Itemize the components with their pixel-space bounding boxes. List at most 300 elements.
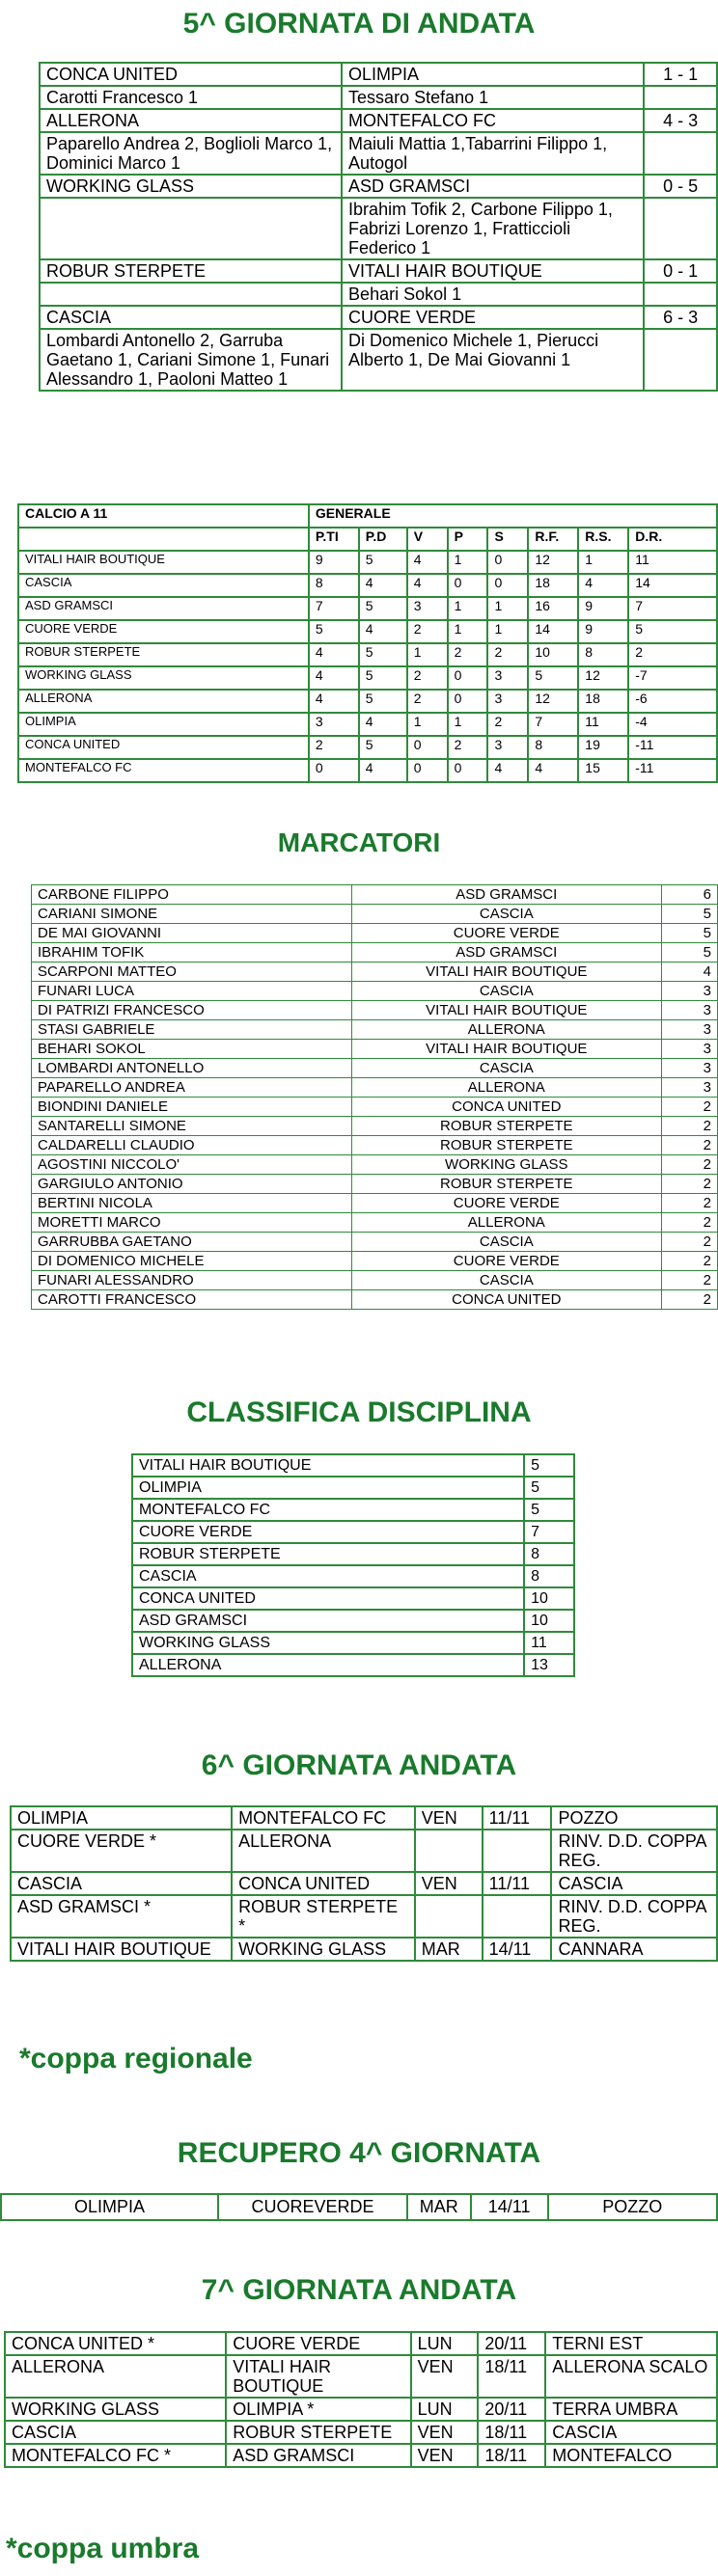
stat-value: 4 [578, 574, 628, 597]
stat-value: 0 [448, 666, 488, 690]
home-scorers [40, 283, 342, 306]
stat-value: 7 [309, 597, 359, 620]
scorer-goals: 5 [662, 943, 718, 963]
match-row [40, 306, 717, 329]
scorer-name: DI DOMENICO MICHELE [32, 1252, 352, 1271]
stat-value: 5 [359, 666, 407, 690]
stat-value: 0 [407, 736, 448, 759]
scorer-goals: 3 [662, 1020, 718, 1040]
scorer-name: MORETTI MARCO [32, 1213, 352, 1233]
fixture-venue: TERNI EST [545, 2332, 717, 2355]
home-team: CUORE VERDE * [11, 1830, 232, 1872]
standings-row [18, 759, 717, 782]
sec6-fixtures-table [10, 1805, 718, 1962]
scorer-row [32, 1020, 718, 1040]
scorer-row [32, 1213, 718, 1233]
stat-value: 1 [407, 713, 448, 736]
scorer-goals: 2 [662, 1233, 718, 1252]
scorer-team: ASD GRAMSCI [351, 943, 662, 963]
recovery-title: RECUPERO 4^ GIORNATA [177, 2137, 541, 2169]
standings-column-header: V [407, 528, 448, 551]
fixture-day: VEN [411, 2444, 479, 2467]
scorer-name: CAROTTI FRANCESCO [32, 1290, 352, 1310]
stat-value: 3 [487, 690, 528, 713]
scorer-goals: 2 [662, 1175, 718, 1194]
discipline-row [132, 1543, 574, 1565]
scorer-name: CARIANI SIMONE [32, 905, 352, 924]
fixture-row [11, 1830, 717, 1872]
discipline-points: 5 [524, 1477, 574, 1499]
team-name: CONCA UNITED [18, 736, 309, 759]
sec7-fixtures-table [4, 2331, 718, 2468]
fixture-day: LUN [411, 2332, 479, 2355]
discipline-points: 5 [524, 1454, 574, 1477]
stat-value: 0 [448, 690, 488, 713]
home-team: WORKING GLASS [40, 175, 342, 198]
team-name: ROBUR STERPETE [18, 643, 309, 666]
discipline-points: 13 [524, 1654, 574, 1676]
stat-value: 9 [578, 620, 628, 643]
standings-column-header: S [487, 528, 528, 551]
standings-row [18, 713, 717, 736]
stat-value: 9 [309, 551, 359, 574]
stat-value: 1 [448, 713, 488, 736]
scorers-row [40, 86, 717, 109]
stat-value: -7 [628, 666, 717, 690]
discipline-table [131, 1453, 575, 1677]
stat-value: -6 [628, 690, 717, 713]
stat-value: 2 [448, 643, 488, 666]
stat-value: 1 [448, 620, 488, 643]
sec5-results-table [39, 62, 718, 392]
scorer-team: CASCIA [351, 1233, 662, 1252]
fixture-day: LUN [411, 2398, 479, 2421]
scorers-table [31, 884, 718, 1310]
stat-value: 7 [528, 713, 578, 736]
fixture-date: 20/11 [478, 2398, 545, 2421]
match-score: 1 - 1 [644, 63, 717, 86]
match-row [40, 63, 717, 86]
stat-value: 5 [628, 620, 717, 643]
scorer-row [32, 943, 718, 963]
fixture-venue: RINV. D.D. COPPA REG. [551, 1895, 717, 1938]
team-name: CASCIA [18, 574, 309, 597]
standings-column-header: D.R. [628, 528, 717, 551]
fixture-row [11, 1872, 717, 1895]
scorer-goals: 2 [662, 1194, 718, 1213]
standings-columns-row [18, 528, 717, 551]
standings-row [18, 643, 717, 666]
scorer-goals: 2 [662, 1290, 718, 1310]
discipline-row [132, 1587, 574, 1610]
fixture-venue: POZZO [548, 2194, 717, 2220]
scorer-goals: 2 [662, 1098, 718, 1117]
stat-value: 12 [528, 690, 578, 713]
fixture-date: 14/11 [471, 2194, 548, 2220]
scorer-row [32, 1059, 718, 1078]
fixture-day: VEN [411, 2421, 479, 2444]
discipline-team: CONCA UNITED [132, 1587, 524, 1610]
home-team: ROBUR STERPETE [40, 259, 342, 283]
stat-value: 8 [528, 736, 578, 759]
team-name: WORKING GLASS [18, 666, 309, 690]
stat-value: 4 [359, 620, 407, 643]
discipline-row [132, 1610, 574, 1632]
home-team: CASCIA [40, 306, 342, 329]
away-scorers: Maiuli Mattia 1,Tabarrini Filippo 1, Autogol [342, 132, 644, 175]
home-team: ALLERONA [40, 109, 342, 132]
home-scorers: Lombardi Antonello 2, Garruba Gaetano 1, Cariani Simone 1, Funari Alessandro 1, Paoloni Matteo 1 [40, 329, 342, 391]
fixture-day: VEN [415, 1806, 483, 1830]
away-team: OLIMPIA [342, 63, 644, 86]
scorer-team: CUORE VERDE [351, 924, 662, 943]
scorer-team: ALLERONA [351, 1020, 662, 1040]
standings-header-row [18, 504, 717, 528]
standings-row [18, 551, 717, 574]
scorer-goals: 3 [662, 982, 718, 1001]
standings-group: GENERALE [309, 504, 717, 528]
fixture-day: MAR [415, 1938, 483, 1961]
stat-value: 14 [628, 574, 717, 597]
fixture-venue: CASCIA [545, 2421, 717, 2444]
away-team: ROBUR STERPETE * [232, 1895, 415, 1938]
discipline-row [132, 1654, 574, 1676]
scorer-team: VITALI HAIR BOUTIQUE [351, 963, 662, 982]
standings-row [18, 690, 717, 713]
scorer-goals: 6 [662, 885, 718, 905]
stat-value: 16 [528, 597, 578, 620]
fixture-venue: CANNARA [551, 1938, 717, 1961]
scorer-team: CASCIA [351, 1271, 662, 1290]
scorer-name: SANTARELLI SIMONE [32, 1117, 352, 1136]
fixture-venue: ALLERONA SCALO [545, 2355, 717, 2398]
stat-value: 4 [309, 643, 359, 666]
stat-value: 4 [487, 759, 528, 782]
recovery-table [0, 2193, 718, 2221]
scorers-title: MARCATORI [277, 827, 441, 857]
scorer-name: FUNARI ALESSANDRO [32, 1271, 352, 1290]
scorer-row [32, 1136, 718, 1155]
fixture-venue: POZZO [551, 1806, 717, 1830]
scorers-row [40, 132, 717, 175]
home-team: WORKING GLASS [5, 2398, 226, 2421]
stat-value: 11 [578, 713, 628, 736]
stat-value: 3 [487, 736, 528, 759]
stat-value: 7 [628, 597, 717, 620]
scorers-row [40, 283, 717, 306]
scorer-team: VITALI HAIR BOUTIQUE [351, 1040, 662, 1059]
scorer-team: ALLERONA [351, 1213, 662, 1233]
scorer-goals: 3 [662, 1001, 718, 1020]
scorer-team: ROBUR STERPETE [351, 1136, 662, 1155]
scorer-name: DE MAI GIOVANNI [32, 924, 352, 943]
discipline-team: WORKING GLASS [132, 1632, 524, 1654]
fixture-date: 18/11 [478, 2444, 545, 2467]
standings-row [18, 597, 717, 620]
fixture-row [5, 2355, 717, 2398]
scorer-name: BIONDINI DANIELE [32, 1098, 352, 1117]
scorer-row [32, 963, 718, 982]
fixture-row [5, 2398, 717, 2421]
fixture-row [5, 2332, 717, 2355]
stat-value: 3 [487, 666, 528, 690]
scorer-goals: 2 [662, 1136, 718, 1155]
stat-value: 8 [309, 574, 359, 597]
away-team: ALLERONA [232, 1830, 415, 1872]
stat-value: 19 [578, 736, 628, 759]
fixture-date [483, 1830, 552, 1872]
stat-value: 1 [578, 551, 628, 574]
stat-value: 3 [309, 713, 359, 736]
stat-value: 2 [448, 736, 488, 759]
scorer-goals: 3 [662, 1078, 718, 1098]
scorer-name: CALDARELLI CLAUDIO [32, 1136, 352, 1155]
scorer-row [32, 982, 718, 1001]
scorer-team: CASCIA [351, 982, 662, 1001]
discipline-points: 7 [524, 1521, 574, 1543]
discipline-points: 8 [524, 1543, 574, 1565]
stat-value: 2 [407, 666, 448, 690]
stat-value: 0 [309, 759, 359, 782]
stat-value: 4 [528, 759, 578, 782]
scorer-name: STASI GABRIELE [32, 1020, 352, 1040]
stat-value: 0 [448, 574, 488, 597]
scorer-row [32, 885, 718, 905]
stat-value: 5 [359, 597, 407, 620]
stat-value: 0 [448, 759, 488, 782]
standings-column-header: R.F. [528, 528, 578, 551]
fixture-day: VEN [411, 2355, 479, 2398]
scorer-team: CUORE VERDE [351, 1194, 662, 1213]
home-scorers [40, 198, 342, 259]
away-team: VITALI HAIR BOUTIQUE [226, 2355, 410, 2398]
home-team: MONTEFALCO FC * [5, 2444, 226, 2467]
scorer-goals: 2 [662, 1271, 718, 1290]
stat-value: 1 [448, 597, 488, 620]
scorer-row [32, 1155, 718, 1175]
away-scorers: Ibrahim Tofik 2, Carbone Filippo 1, Fabrizi Lorenzo 1, Fratticcioli Federico 1 [342, 198, 644, 259]
scorer-row [32, 1001, 718, 1020]
scorer-row [32, 1194, 718, 1213]
stat-value: 2 [407, 690, 448, 713]
home-team: VITALI HAIR BOUTIQUE [11, 1938, 232, 1961]
match-score: 0 - 5 [644, 175, 717, 198]
stat-value: 4 [309, 666, 359, 690]
stat-value: 1 [487, 597, 528, 620]
stat-value: 10 [528, 643, 578, 666]
away-team: MONTEFALCO FC [342, 109, 644, 132]
scorer-name: BERTINI NICOLA [32, 1194, 352, 1213]
scorer-name: AGOSTINI NICCOLO' [32, 1155, 352, 1175]
stat-value: 14 [528, 620, 578, 643]
away-team: ASD GRAMSCI [342, 175, 644, 198]
scorer-row [32, 1233, 718, 1252]
stat-value: -11 [628, 759, 717, 782]
scorer-name: CARBONE FILIPPO [32, 885, 352, 905]
fixture-venue: CASCIA [551, 1872, 717, 1895]
scorer-name: FUNARI LUCA [32, 982, 352, 1001]
stat-value: 5 [359, 551, 407, 574]
fixture-venue: TERRA UMBRA [545, 2398, 717, 2421]
stat-value: 18 [578, 690, 628, 713]
standings-row [18, 574, 717, 597]
team-name: ASD GRAMSCI [18, 597, 309, 620]
stat-value: 2 [487, 643, 528, 666]
discipline-team: VITALI HAIR BOUTIQUE [132, 1454, 524, 1477]
scorer-team: CUORE VERDE [351, 1252, 662, 1271]
away-team: OLIMPIA * [226, 2398, 410, 2421]
stat-value: 11 [628, 551, 717, 574]
standings-row [18, 736, 717, 759]
home-scorers: Paparello Andrea 2, Boglioli Marco 1, Dominici Marco 1 [40, 132, 342, 175]
fixture-venue: RINV. D.D. COPPA REG. [551, 1830, 717, 1872]
scorer-team: CONCA UNITED [351, 1098, 662, 1117]
match-row [40, 175, 717, 198]
sec5-title: 5^ GIORNATA DI ANDATA [182, 8, 536, 40]
stat-value: 1 [407, 643, 448, 666]
scorer-team: WORKING GLASS [351, 1155, 662, 1175]
scorer-row [32, 924, 718, 943]
stat-value: 0 [487, 551, 528, 574]
match-score: 6 - 3 [644, 306, 717, 329]
scorers-row [40, 329, 717, 391]
scorer-row [32, 1290, 718, 1310]
discipline-row [132, 1477, 574, 1499]
stat-value: 2 [309, 736, 359, 759]
scorer-name: LOMBARDI ANTONELLO [32, 1059, 352, 1078]
match-score: 4 - 3 [644, 109, 717, 132]
away-scorers: Di Domenico Michele 1, Pierucci Alberto 1, De Mai Giovanni 1 [342, 329, 644, 391]
scorer-row [32, 1078, 718, 1098]
scorer-team: ROBUR STERPETE [351, 1175, 662, 1194]
fixture-row [11, 1895, 717, 1938]
fixture-row [5, 2444, 717, 2467]
fixture-date [483, 1895, 552, 1938]
away-team: MONTEFALCO FC [232, 1806, 415, 1830]
standings-label: CALCIO A 11 [18, 504, 309, 528]
scorer-goals: 3 [662, 1059, 718, 1078]
scorer-row [32, 1252, 718, 1271]
discipline-title: CLASSIFICA DISCIPLINA [186, 1396, 532, 1428]
match-score: 0 - 1 [644, 259, 717, 283]
match-row [40, 109, 717, 132]
stat-value: 1 [487, 620, 528, 643]
discipline-points: 11 [524, 1632, 574, 1654]
away-scorers: Tessaro Stefano 1 [342, 86, 644, 109]
discipline-points: 10 [524, 1587, 574, 1610]
away-team: ROBUR STERPETE [226, 2421, 410, 2444]
discipline-row [132, 1499, 574, 1521]
away-team: CUORE VERDE [342, 306, 644, 329]
scorer-name: SCARPONI MATTEO [32, 963, 352, 982]
team-name: ALLERONA [18, 690, 309, 713]
home-scorers: Carotti Francesco 1 [40, 86, 342, 109]
scorer-row [32, 1098, 718, 1117]
stat-value: 2 [407, 620, 448, 643]
standings-column-header: R.S. [578, 528, 628, 551]
stat-value: 9 [578, 597, 628, 620]
fixture-row [11, 1806, 717, 1830]
discipline-team: ALLERONA [132, 1654, 524, 1676]
scorer-name: GARGIULO ANTONIO [32, 1175, 352, 1194]
team-name: CUORE VERDE [18, 620, 309, 643]
standings-column-header: P [448, 528, 488, 551]
discipline-points: 10 [524, 1610, 574, 1632]
scorer-team: ALLERONA [351, 1078, 662, 1098]
stat-value: 5 [359, 643, 407, 666]
scorer-team: VITALI HAIR BOUTIQUE [351, 1001, 662, 1020]
discipline-row [132, 1565, 574, 1587]
standings-row [18, 666, 717, 690]
scorer-goals: 5 [662, 924, 718, 943]
stat-value: 15 [578, 759, 628, 782]
away-team: CUOREVERDE [218, 2194, 407, 2220]
scorer-team: CASCIA [351, 905, 662, 924]
away-team: CUORE VERDE [226, 2332, 410, 2355]
scorer-team: CASCIA [351, 1059, 662, 1078]
scorer-team: ROBUR STERPETE [351, 1117, 662, 1136]
standings-column-header: P.D [359, 528, 407, 551]
discipline-row [132, 1521, 574, 1543]
stat-value: 5 [359, 736, 407, 759]
stat-value: 2 [487, 713, 528, 736]
stat-value: 1 [448, 551, 488, 574]
home-team: CONCA UNITED * [5, 2332, 226, 2355]
scorer-goals: 3 [662, 1040, 718, 1059]
sec7-title: 7^ GIORNATA ANDATA [201, 2274, 517, 2306]
home-team: ASD GRAMSCI * [11, 1895, 232, 1938]
discipline-team: ASD GRAMSCI [132, 1610, 524, 1632]
stat-value: 5 [528, 666, 578, 690]
stat-value: 4 [407, 551, 448, 574]
fixture-day [415, 1830, 483, 1872]
fixture-day [415, 1895, 483, 1938]
discipline-points: 8 [524, 1565, 574, 1587]
sec6-note: *coppa regionale [19, 2043, 253, 2074]
scorer-goals: 2 [662, 1213, 718, 1233]
scorer-name: IBRAHIM TOFIK [32, 943, 352, 963]
standings-column-header: P.TI [309, 528, 359, 551]
stat-value: 4 [407, 574, 448, 597]
fixture-date: 18/11 [478, 2421, 545, 2444]
stat-value: 0 [407, 759, 448, 782]
discipline-team: MONTEFALCO FC [132, 1499, 524, 1521]
discipline-team: OLIMPIA [132, 1477, 524, 1499]
fixture-date: 20/11 [478, 2332, 545, 2355]
scorer-name: PAPARELLO ANDREA [32, 1078, 352, 1098]
stat-value: 4 [309, 690, 359, 713]
away-scorers: Behari Sokol 1 [342, 283, 644, 306]
scorer-row [32, 1271, 718, 1290]
scorer-team: ASD GRAMSCI [351, 885, 662, 905]
stat-value: 2 [628, 643, 717, 666]
home-team: OLIMPIA [1, 2194, 218, 2220]
fixture-date: 18/11 [478, 2355, 545, 2398]
fixture-row [11, 1938, 717, 1961]
stat-value: 4 [359, 574, 407, 597]
standings-table [17, 503, 718, 783]
away-team: VITALI HAIR BOUTIQUE [342, 259, 644, 283]
discipline-row [132, 1632, 574, 1654]
home-team: CASCIA [5, 2421, 226, 2444]
fixture-day: VEN [415, 1872, 483, 1895]
stat-value: 3 [407, 597, 448, 620]
scorer-row [32, 1175, 718, 1194]
scorer-goals: 2 [662, 1155, 718, 1175]
team-name: VITALI HAIR BOUTIQUE [18, 551, 309, 574]
stat-value: 18 [528, 574, 578, 597]
stat-value: 4 [359, 713, 407, 736]
